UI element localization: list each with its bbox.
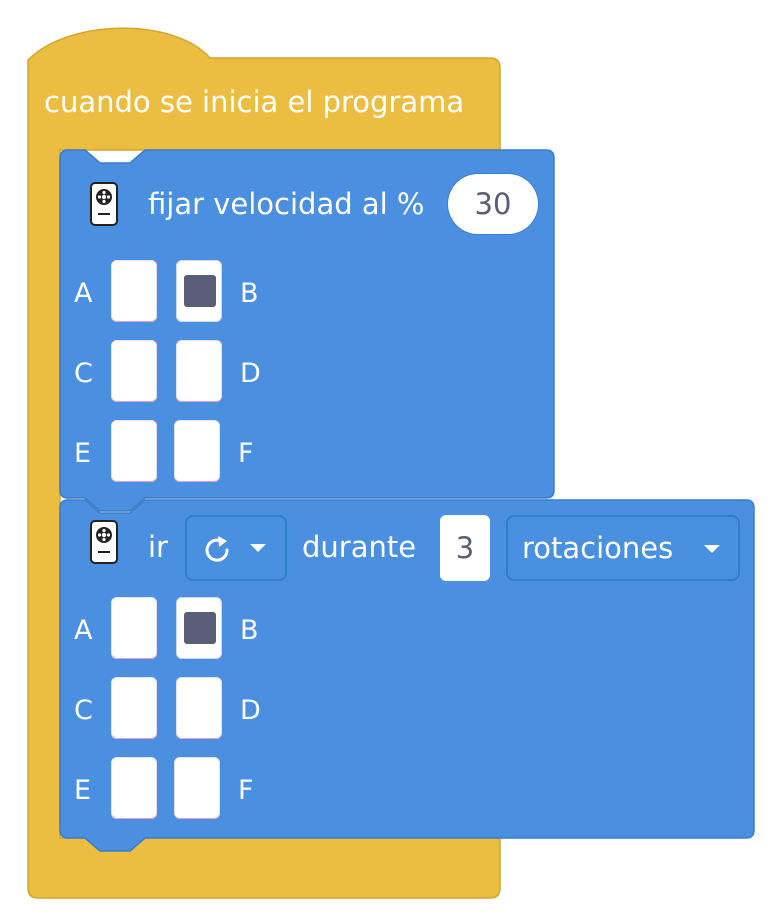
direction-dropdown[interactable] <box>185 515 287 581</box>
port-c-checkbox[interactable] <box>111 340 157 402</box>
port-label-e: E <box>74 438 92 469</box>
port-f-checkbox[interactable] <box>174 420 220 482</box>
port-label-f: F <box>238 438 254 469</box>
port-label-a: A <box>74 278 93 309</box>
port-e-checkbox[interactable] <box>111 757 157 819</box>
port-e-checkbox[interactable] <box>111 420 157 482</box>
port-label-e: E <box>74 775 92 806</box>
port-label-b: B <box>240 615 259 646</box>
run-block-label-ir: ir <box>148 530 168 564</box>
port-label-c: C <box>74 695 93 726</box>
port-b-checkbox[interactable] <box>176 260 222 322</box>
port-b-selected-mark <box>184 612 216 644</box>
port-label-d: D <box>240 358 261 389</box>
speed-block-label: fijar velocidad al % <box>148 187 425 221</box>
port-a-checkbox[interactable] <box>111 260 157 322</box>
run-block-label-durante: durante <box>302 530 417 564</box>
motor-icon <box>90 520 118 564</box>
port-d-checkbox[interactable] <box>176 677 222 739</box>
hat-block-label: cuando se inicia el programa <box>44 85 465 119</box>
port-label-d: D <box>240 695 261 726</box>
unit-dropdown[interactable] <box>506 515 740 581</box>
port-d-checkbox[interactable] <box>176 340 222 402</box>
port-label-b: B <box>240 278 259 309</box>
clockwise-icon <box>203 535 233 565</box>
motor-icon <box>90 182 118 226</box>
port-label-f: F <box>238 775 254 806</box>
port-f-checkbox[interactable] <box>174 757 220 819</box>
port-label-c: C <box>74 358 93 389</box>
amount-input[interactable]: 3 <box>440 515 490 581</box>
chevron-down-icon <box>250 544 266 552</box>
port-label-a: A <box>74 615 93 646</box>
port-b-selected-mark <box>184 275 216 307</box>
port-b-checkbox[interactable] <box>176 597 222 659</box>
unit-dropdown-label: rotaciones <box>522 531 674 565</box>
port-c-checkbox[interactable] <box>111 677 157 739</box>
chevron-down-icon <box>704 545 720 553</box>
port-a-checkbox[interactable] <box>111 597 157 659</box>
speed-value-input[interactable]: 30 <box>448 174 538 234</box>
